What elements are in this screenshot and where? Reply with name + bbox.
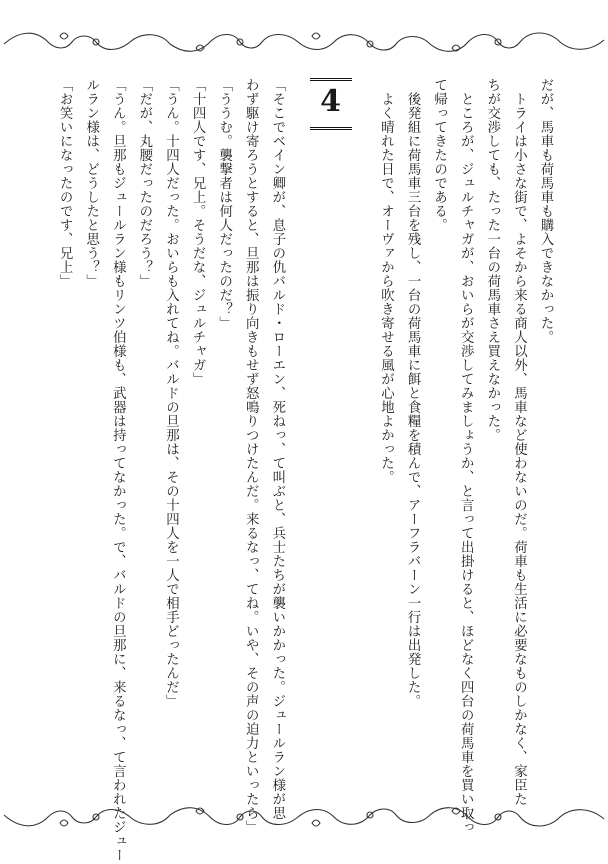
text-line: 「うん。旦那もジュールラン様もリンツ伯様も、武器は持ってなかった。で、バルドの旦那に、来るなっ、て言われたジュー	[110, 78, 126, 862]
text-line: ルラン様は、どうしたと思う？」	[83, 78, 99, 288]
text-line: 「だが、丸腰だったのだろう？」	[136, 78, 152, 288]
chapter-number: 4	[320, 84, 342, 119]
text-line: 「そこでベイン卿が、息子の仇バルド・ローエン、死ねっ、て叫ぶと、兵士たちが襲いかかった。ジュールラン様が思	[269, 78, 285, 820]
text-line: 「うん。十四人だった。おいらも入れてね。バルドの旦那は、その十四人を一人で相手どったんだ」	[163, 78, 179, 708]
text-line: よく晴れた日で、オーヴァから吹き寄せる風が心地よかった。	[378, 78, 394, 484]
text-line: トライは小さな街で、よそから来る商人以外、馬車など使わないのだ。荷車も生活に必要なものしかなく、家臣た	[511, 78, 527, 806]
vertical-text-body	[57, 78, 558, 862]
text-line: わず駆け寄ろうとすると、旦那は振り向きもせず怒鳴りつけたんだ。来るなっ、てね。いや、その声の迫力といったら」	[243, 78, 259, 834]
text-line: ちが交渉しても、たった一台の荷馬車さえ買えなかった。	[484, 78, 500, 442]
top-ornament-border	[0, 22, 608, 62]
chapter-heading	[304, 78, 358, 786]
text-line: だが、馬車も荷馬車も購入できなかった。	[538, 78, 553, 344]
text-line: 「お笑いになったのです、兄上」	[57, 78, 73, 288]
text-line: 後発組に荷馬車三台を残し、一台の荷馬車に餌と食糧を積んで、アーフラバーン一行は出発した。	[405, 78, 421, 708]
text-line: て帰ってきたのである。	[431, 78, 447, 232]
bottom-ornament-border	[0, 797, 608, 837]
text-line: 「ううむ。襲撃者は何人だったのだ？」	[216, 78, 232, 330]
text-line: ところが、ジュルチャガが、おいらが交渉してみましょうか、と言って出掛けると、ほどなく四台の荷馬車を買い取っ	[458, 78, 474, 834]
text-line: 「十四人です、兄上。そうだな、ジュルチャガ」	[190, 78, 206, 386]
